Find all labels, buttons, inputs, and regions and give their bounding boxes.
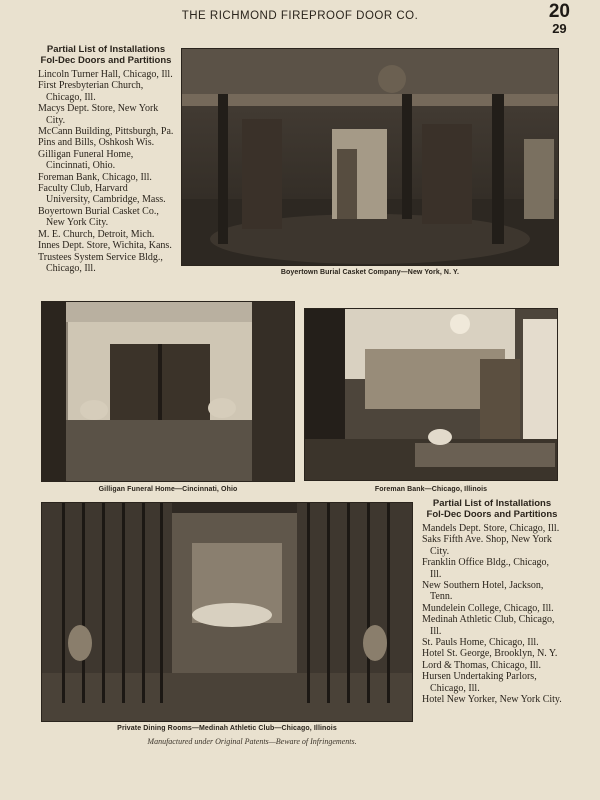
list-heading: Partial List of Installations Fol-Dec Doors and Partitions <box>40 44 172 66</box>
list-item: Saks Fifth Ave. Shop, New York City. <box>422 534 552 557</box>
list-item: Franklin Office Bldg., Chicago, Ill. <box>422 557 550 580</box>
footer-note: Manufactured under Original Patents—Beware of Infringements. <box>147 737 357 746</box>
company-name: THE RICHMOND FIREPROOF DOOR CO. <box>181 10 419 22</box>
list-item: Foreman Bank, Chicago, Ill. <box>38 171 152 183</box>
list-item: Boyertown Burial Casket Co., New York City. <box>38 205 159 229</box>
photo-medinah <box>42 503 412 721</box>
list-item: Mandels Dept. Store, Chicago, Ill. <box>422 523 560 534</box>
list-item: M. E. Church, Detroit, Mich. <box>38 228 155 240</box>
list-item: Hotel St. George, Brooklyn, N. Y. <box>422 648 558 660</box>
caption-gilligan: Gilligan Funeral Home—Cincinnati, Ohio <box>98 486 238 493</box>
list-item: Macys Dept. Store, New York City. <box>38 103 159 126</box>
list-item: Gilligan Funeral Home, Cincinnati, Ohio. <box>38 148 134 172</box>
page-number-sub: 29 <box>552 21 567 36</box>
list-item: Faculty Club, Harvard University, Cambridge, Mass. <box>38 183 166 206</box>
list-item: Trustees System Service Bldg., Chicago, Ill. <box>38 251 163 274</box>
list-item: First Presbyterian Church, Chicago, Ill. <box>38 80 144 103</box>
list-item: Medinah Athletic Club, Chicago, Ill. <box>422 614 555 637</box>
list-item: McCann Building, Pittsburgh, Pa. <box>38 126 174 138</box>
caption-foreman: Foreman Bank—Chicago, Illinois <box>374 486 488 493</box>
list-item: Pins and Bills, Oshkosh Wis. <box>38 137 155 149</box>
list-item: St. Pauls Home, Chicago, Ill. <box>422 637 539 649</box>
list-item: New Southern Hotel, Jackson, Tenn. <box>422 580 544 603</box>
page-number <box>549 2 570 37</box>
caption-medinah: Private Dining Rooms—Medinah Athletic Club—Chicago, Illinois <box>117 725 337 732</box>
caption-boyertown: Boyertown Burial Casket Company—New York, N. Y. <box>280 269 460 276</box>
list-item: Lord & Thomas, Chicago, Ill. <box>422 659 541 671</box>
list-item: Innes Dept. Store, Wichita, Kans. <box>38 240 172 252</box>
photo-foreman <box>305 309 557 480</box>
page-header <box>0 10 600 34</box>
photo-gilligan <box>42 302 294 481</box>
page-number-main: 20 <box>548 1 570 22</box>
list-item: Hursen Undertaking Parlors, Chicago, Ill. <box>422 671 537 694</box>
list-item: Lincoln Turner Hall, Chicago, Ill. <box>38 69 173 80</box>
installation-list-top <box>38 44 174 274</box>
installation-list-bottom <box>422 498 562 706</box>
list-item: Mundelein College, Chicago, Ill. <box>422 602 554 614</box>
photo-boyertown <box>182 49 558 265</box>
list-item: Hotel New Yorker, New York City. <box>422 694 562 706</box>
list-heading: Partial List of Installations Fol-Dec Doors and Partitions <box>426 498 558 520</box>
